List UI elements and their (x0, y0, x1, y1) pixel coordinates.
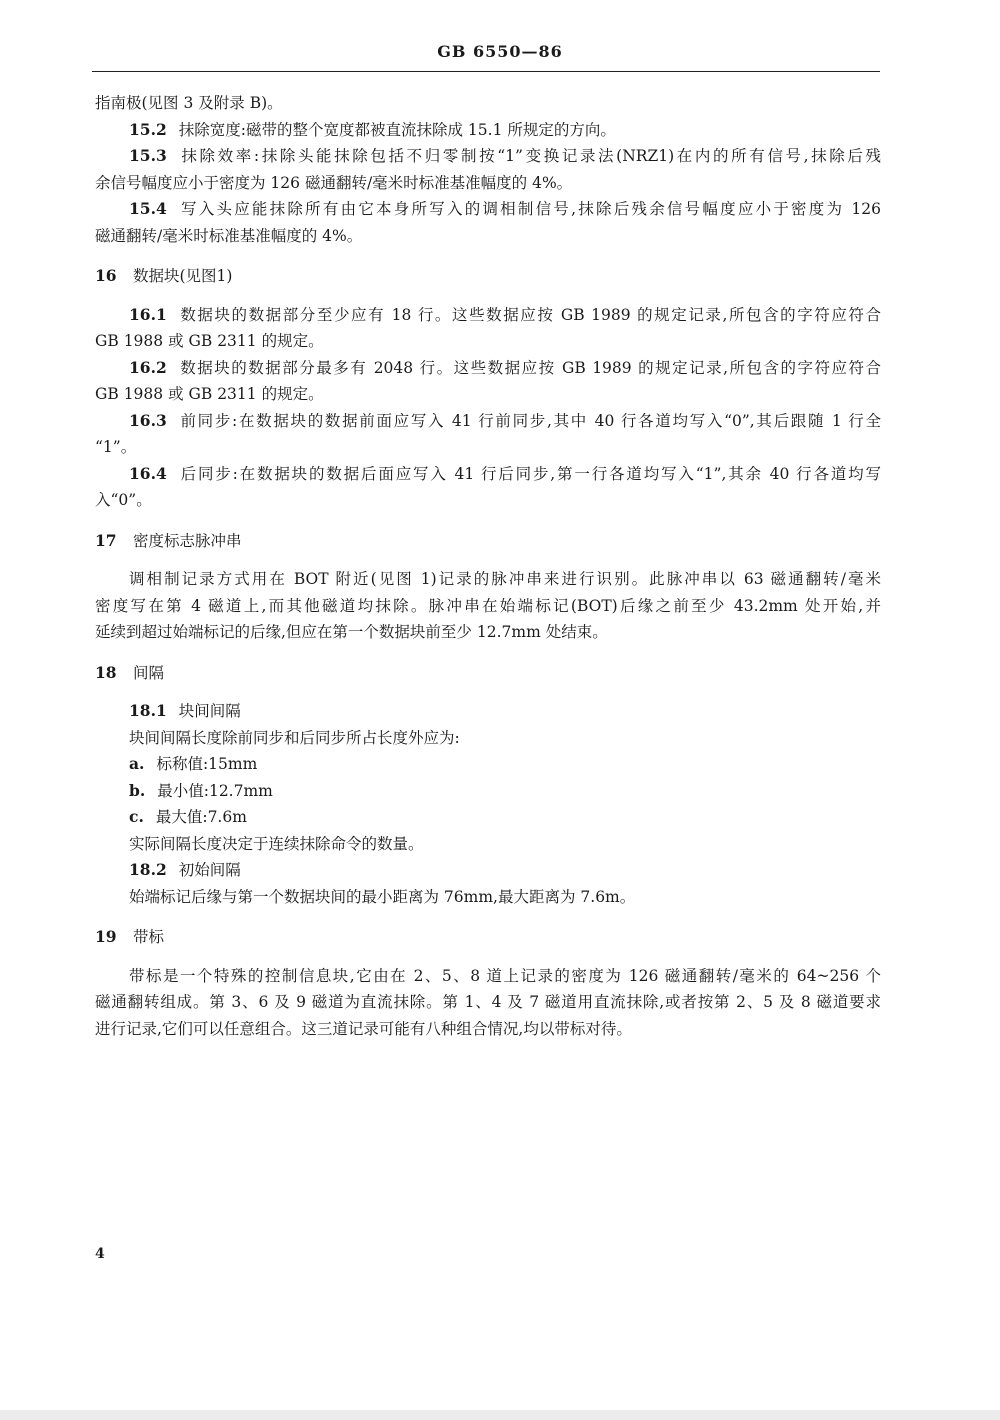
clause-number: 16.3 (129, 410, 167, 430)
para-19-line2: 磁通翻转组成。第 3、6 及 9 磁道为直流抹除。第 1、4 及 7 磁道用直流抹除,或者按第 2、5 及 8 磁道要求 (95, 993, 881, 1011)
clause-16-1-cont: GB 1988 或 GB 2311 的规定。 (95, 332, 324, 350)
clause-18-2-text: 始端标记后缘与第一个数据块间的最小距离为 76mm,最大距离为 7.6m。 (129, 887, 636, 906)
clause-number: 18.1 (129, 701, 167, 720)
clause-18-1-note: 实际间隔长度决定于连续抹除命令的数量。 (129, 834, 424, 853)
section-number: 19 (95, 927, 117, 946)
clause-18-1-text: 块间间隔长度除前同步和后同步所占长度外应为: (129, 728, 460, 747)
clause-title: 块间间隔 (178, 702, 241, 720)
clause-text: 数据块的数据部分至少应有 18 行。这些数据应按 GB 1989 的规定记录,所包含的字符应符合 (178, 305, 881, 324)
clause-16-3 (95, 408, 881, 435)
clause-number: 15.4 (129, 199, 167, 218)
list-label: a. (129, 754, 145, 773)
clause-16-1 (95, 302, 881, 329)
section-17-heading (95, 528, 881, 555)
bottom-edge (0, 1410, 1000, 1420)
clause-18-1-heading (95, 698, 881, 725)
clause-text: 抹除效率:抹除头能抹除包括不归零制按“1”变换记录法(NRZ1)在内的所有信号,抹除后残 (178, 147, 881, 165)
list-text: 标称值:15mm (156, 755, 258, 773)
list-item-a (95, 751, 881, 778)
section-title: 带标 (133, 928, 165, 946)
para-17-line2: 密度写在第 4 磁道上,而其他磁道均抹除。脉冲串在始端标记(BOT)后缘之前至少 43.2mm 处开始,并 (95, 596, 881, 615)
clause-number: 15.3 (129, 146, 167, 165)
clause-text: 前同步:在数据块的数据前面应写入 41 行前同步,其中 40 行各道均写入“0”,其后跟随 1 行全 (178, 411, 881, 430)
list-text: 最小值:12.7mm (157, 781, 273, 800)
section-18-heading (95, 660, 881, 687)
clause-title: 初始间隔 (178, 861, 241, 879)
section-number: 17 (95, 530, 117, 550)
clause-15-3 (95, 143, 881, 170)
clause-15-2 (95, 117, 881, 144)
clause-text: 数据块的数据部分最多有 2048 行。这些数据应按 GB 1989 的规定记录,所包含的字符应符合 (178, 358, 881, 377)
para-15-1-tail: 指南极(见图 3 及附录 B)。 (95, 94, 283, 112)
clause-15-4-cont: 磁通翻转/毫米时标准基准幅度的 4%。 (95, 226, 363, 245)
clause-16-3-cont: “1”。 (95, 438, 137, 456)
clause-15-3-cont: 余信号幅度应小于密度为 126 磁通翻转/毫米时标准基准幅度的 4%。 (95, 173, 573, 192)
section-16-heading (95, 263, 881, 290)
clause-number: 18.2 (129, 860, 167, 879)
clause-text: 写入头应能抹除所有由它本身所写入的调相制信号,抹除后残余信号幅度应小于密度为 126 (178, 200, 881, 218)
clause-number: 15.2 (129, 119, 167, 139)
clause-number: 16.1 (129, 304, 167, 324)
section-title: 密度标志脉冲串 (133, 531, 242, 550)
clause-16-2 (95, 355, 881, 382)
clause-18-2-heading (95, 857, 881, 884)
page-header: GB 6550—86 (437, 42, 563, 61)
header-rule (92, 71, 880, 72)
para-19-line1: 带标是一个特殊的控制信息块,它由在 2、5、8 道上记录的密度为 126 磁通翻转/毫米的 64~256 个 (129, 966, 881, 985)
list-text: 最大值:7.6m (155, 808, 247, 826)
clause-16-4 (95, 461, 881, 488)
section-19-heading (95, 924, 881, 951)
page-number: 4 (95, 1246, 105, 1262)
list-label: c. (129, 807, 144, 826)
section-title: 间隔 (133, 663, 165, 682)
list-label: b. (129, 780, 146, 800)
clause-text: 后同步:在数据块的数据后面应写入 41 行后同步,第一行各道均写入“1”,其余 40 行各道均写 (178, 464, 881, 483)
list-item-c (95, 804, 881, 831)
clause-16-2-cont: GB 1988 或 GB 2311 的规定。 (95, 385, 324, 403)
para-19-line3: 进行记录,它们可以任意组合。这三道记录可能有八种组合情况,均以带标对待。 (95, 1019, 632, 1038)
para-17-line1: 调相制记录方式用在 BOT 附近(见图 1)记录的脉冲串来进行识别。此脉冲串以 63 磁通翻转/毫米 (129, 570, 881, 588)
clause-text: 抹除宽度:磁带的整个宽度都被直流抹除成 15.1 所规定的方向。 (178, 120, 616, 139)
document-body (95, 90, 881, 1042)
section-number: 16 (95, 266, 117, 285)
para-17-line3: 延续到超过始端标记的后缘,但应在第一个数据块前至少 12.7mm 处结束。 (95, 623, 608, 641)
clause-15-4 (95, 196, 881, 223)
list-item-b (95, 778, 881, 805)
clause-16-4-cont: 入“0”。 (95, 491, 152, 509)
section-title: 数据块(见图1) (133, 267, 233, 285)
section-number: 18 (95, 662, 117, 682)
clause-number: 16.4 (129, 463, 167, 483)
clause-number: 16.2 (129, 357, 167, 377)
